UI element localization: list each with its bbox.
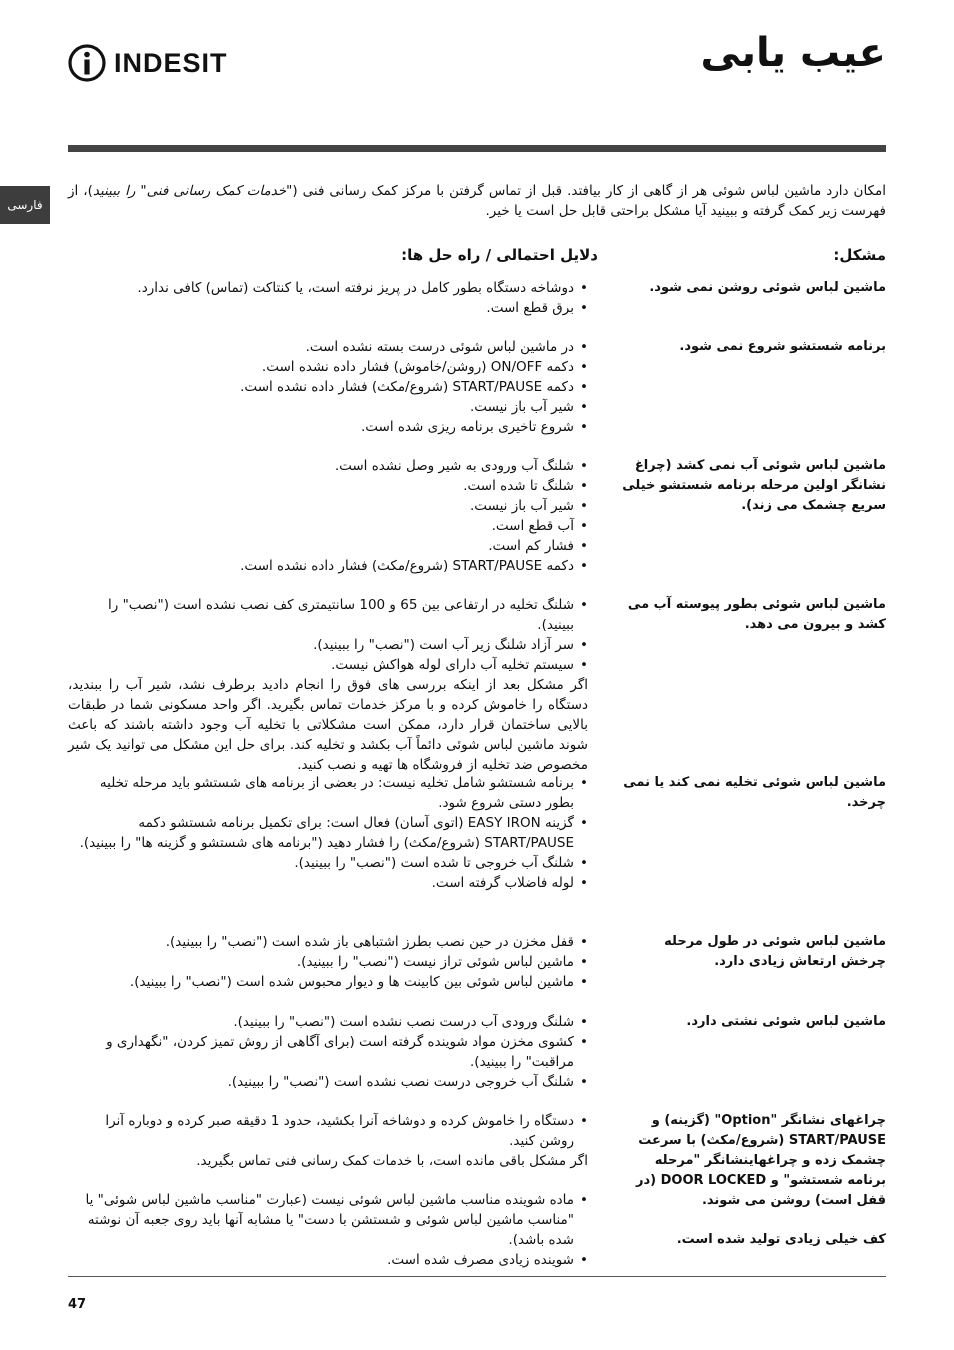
cause-item: • شیر آب باز نیست. (68, 496, 588, 516)
cause-item: • برق قطع است. (68, 298, 588, 318)
problem-text: کف خیلی زیادی تولید شده است. (676, 1232, 886, 1247)
cause-item: • دوشاخه دستگاه بطور کامل در پریز نرفته است، یا کنتاکت (تماس) کافی ندارد. (68, 278, 588, 298)
cause-note: اگر مشکل بعد از اینکه بررسی های فوق را انجام دادید برطرف نشد، شیر آب را ببندید، دستگاه را خاموش کرده و با مرکز خدمات تماس بگیرید. اگر واحد مسکونی شما در طبقات بالایی ساختمان قرار دارد، ممکن است مشکلاتی با تخلیه آب وجود داشته باشند که باعث شوند ماشین لباس شوئی دائماً آب بکشد و تخلیه کند. برای حل این مشکل می توانید یک شیر مخصوص ضد تخلیه از فروشگاه ها تهیه و نصب کنید. (68, 677, 588, 773)
cause-item: • شلنگ آب خروجی درست نصب نشده است ("نصب" را ببینید). (68, 1072, 588, 1092)
problem-text: ماشین لباس شوئی بطور پیوسته آب می کشد و بیرون می دهد. (627, 597, 886, 632)
causes-list (68, 456, 588, 576)
causes-list (68, 773, 588, 893)
indesit-logo-icon (68, 43, 106, 83)
intro-text-2: )، از فهرست زیر کمک گرفته و ببینید آیا مشکل براحتی قابل حل است یا خیر. (68, 183, 886, 219)
cause-item: • دستگاه را خاموش کرده و دوشاخه آنرا بکشید، حدود 1 دقیقه صبر کرده و دوباره آنرا روشن کنید. (68, 1111, 588, 1151)
cause-item: • شلنگ آب ورودی به شیر وصل نشده است. (68, 456, 588, 476)
cause-item: • دکمه ON/OFF (روشن/خاموش) فشار داده نشده است. (68, 357, 588, 377)
language-tab: فارسی (0, 186, 50, 224)
brand-wordmark: INDESIT (114, 47, 228, 78)
problem-text: ماشین لباس شوئی در طول مرحله چرخش ارتعاش زیادی دارد. (664, 934, 886, 969)
cause-item: • سیستم تخلیه آب دارای لوله هواکش نیست. (68, 655, 588, 675)
footer-divider (68, 1276, 886, 1277)
page-number: 47 (68, 1297, 87, 1312)
cause-note: اگر مشکل باقی مانده است، با خدمات کمک رسانی فنی تماس بگیرید. (196, 1153, 588, 1169)
cause-item: • در ماشین لباس شوئی درست بسته نشده است. (68, 337, 588, 357)
problem-text: چراغهای نشانگر "Option" (گزینه) و START/PAUSE (شروع/مکث) با سرعت چشمک زده و چراغهاینشانگر "مرحله برنامه شستشو" و DOOR LOCKED (در قفل است) روشن می شوند. (635, 1113, 886, 1208)
causes-list (68, 932, 588, 992)
cause-item: • آب قطع است. (68, 516, 588, 536)
causes-column-header: دلایل احتمالی / راه حل ها: (401, 246, 598, 264)
causes-list (68, 1111, 588, 1171)
problem-text: ماشین لباس شوئی تخلیه نمی کند یا نمی چرخد. (623, 775, 886, 810)
brand-logo (68, 42, 228, 84)
cause-item: • لوله فاضلاب گرفته است. (68, 873, 588, 893)
cause-item: • ماده شوینده مناسب ماشین لباس شوئی نیست (عبارت "مناسب ماشین لباس شوئی" یا "مناسب ماشین لباس شوئی و شستشن با دست" یا مشابه آنها باید روی جعبه آن نوشته شده باشد). (68, 1190, 588, 1250)
problem-text: ماشین لباس شوئی آب نمی کشد (چراغ نشانگر اولین مرحله برنامه شستشو خیلی سریع چشمک می زند). (622, 458, 886, 513)
cause-item: • دکمه START/PAUSE (شروع/مکث) فشار داده نشده است. (68, 556, 588, 576)
page-title: عیب یابی (700, 30, 886, 76)
header-divider (68, 145, 886, 152)
cause-item: • سر آزاد شلنگ زیر آب است ("نصب" را ببینید). (68, 635, 588, 655)
causes-list (68, 595, 588, 775)
cause-item: • دکمه START/PAUSE (شروع/مکث) فشار داده نشده است. (68, 377, 588, 397)
cause-item: • شیر آب باز نیست. (68, 397, 588, 417)
causes-list (68, 337, 588, 437)
cause-item: • شلنگ آب خروجی تا شده است ("نصب" را ببینید). (68, 853, 588, 873)
cause-item: • شروع تاخیری برنامه ریزی شده است. (68, 417, 588, 437)
intro-text-1: امکان دارد ماشین لباس شوئی هر از گاهی از کار بیافتد. قبل از تماس گرفتن با مرکز کمک رسانی فنی ( (292, 183, 886, 199)
cause-item: • شلنگ ورودی آب درست نصب نشده است ("نصب" را ببینید). (68, 1012, 588, 1032)
intro-paragraph (68, 181, 886, 221)
causes-list (68, 1190, 588, 1270)
cause-item: • برنامه شستشو شامل تخلیه نیست: در بعضی از برنامه های شستشو باید مرحله تخلیه بطور دستی شروع شود. (68, 773, 588, 813)
cause-item: • شلنگ تا شده است. (68, 476, 588, 496)
causes-list (68, 278, 588, 318)
problem-text: ماشین لباس شوئی روشن نمی شود. (649, 280, 886, 295)
causes-list (68, 1012, 588, 1092)
cause-item: • ماشین لباس شوئی تراز نیست ("نصب" را ببینید). (68, 952, 588, 972)
intro-reference: "خدمات کمک رسانی فنی" را ببینید (92, 183, 293, 199)
cause-item: • شلنگ تخلیه در ارتفاعی بین 65 و 100 سانتیمتری کف نصب نشده است ("نصب" را ببینید). (68, 595, 588, 635)
cause-item: • ماشین لباس شوئی بین کابینت ها و دیوار محبوس شده است ("نصب" را ببینید). (68, 972, 588, 992)
cause-item: • شوینده زیادی مصرف شده است. (68, 1250, 588, 1270)
problem-column-header: مشکل: (833, 246, 886, 264)
cause-item: • کشوی مخزن مواد شوینده گرفته است (برای آگاهی از روش تمیز کردن، "نگهداری و مراقبت" را ببینید). (68, 1032, 588, 1072)
cause-item: • قفل مخزن در حین نصب بطرز اشتباهی باز شده است ("نصب" را ببینید). (68, 932, 588, 952)
cause-item: • گزینه EASY IRON (اتوی آسان) فعال است: برای تکمیل برنامه شستشو دکمه START/PAUSE (شروع/مکث) را فشار دهید ("برنامه های شستشو و گزینه ها" را ببینید). (68, 813, 588, 853)
cause-item: • فشار کم است. (68, 536, 588, 556)
problem-text: برنامه شستشو شروع نمی شود. (679, 339, 886, 354)
problem-text: ماشین لباس شوئی نشتی دارد. (686, 1014, 886, 1029)
